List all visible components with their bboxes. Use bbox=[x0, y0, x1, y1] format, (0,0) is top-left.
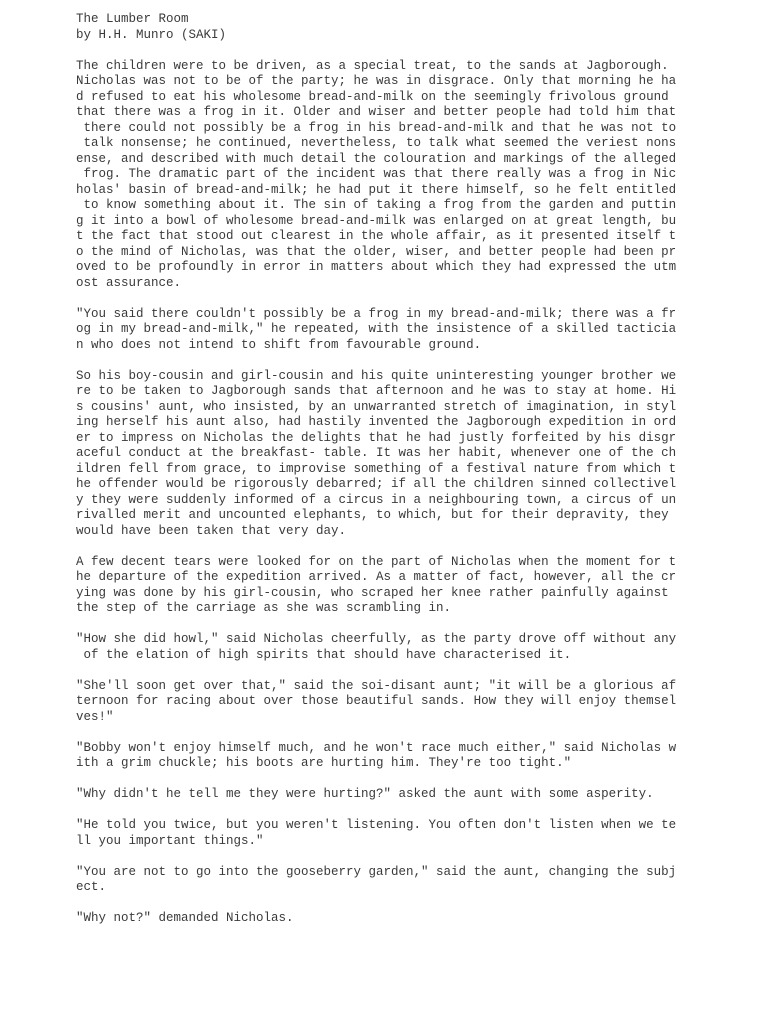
paragraph bbox=[76, 369, 676, 540]
paragraph-line: talk nonsense; he continued, nevertheless, to talk what seemed the veriest nons bbox=[76, 136, 677, 150]
paragraph bbox=[76, 679, 676, 726]
paragraph bbox=[76, 818, 676, 849]
paragraph-line: that there was a frog in it. Older and wiser and better people had told him that bbox=[76, 105, 677, 119]
paragraph-line: to know something about it. The sin of taking a frog from the garden and puttin bbox=[76, 198, 677, 212]
paragraph-line: s cousins' aunt, who insisted, by an unwarranted stretch of imagination, in styl bbox=[76, 399, 677, 414]
paragraph-line: ves!" bbox=[76, 709, 114, 724]
paragraph bbox=[76, 555, 676, 617]
paragraph bbox=[76, 741, 676, 772]
paragraph-line: t the fact that stood out clearest in the whole affair, as it presented itself t bbox=[76, 229, 677, 243]
paragraph-line: Nicholas was not to be of the party; he was in disgrace. Only that morning he ha bbox=[76, 74, 677, 88]
paragraph-line: A few decent tears were looked for on the part of Nicholas when the moment for t bbox=[76, 554, 677, 569]
paragraph-line: rivalled merit and uncounted elephants, to which, but for their depravity, they bbox=[76, 508, 669, 522]
paragraph-line: g it into a bowl of wholesome bread-and-milk was enlarged on at great length, bu bbox=[76, 213, 677, 228]
paragraph-line: d refused to eat his wholesome bread-and-milk on the seemingly frivolous ground bbox=[76, 89, 669, 104]
paragraph-line: "Bobby won't enjoy himself much, and he won't race much either," said Nicholas w bbox=[76, 740, 677, 755]
paragraph-line: "You said there couldn't possibly be a frog in my bread-and-milk; there was a fr bbox=[76, 306, 677, 321]
paragraph-line: ing herself his aunt also, had hastily invented the Jagborough expedition in ord bbox=[76, 415, 677, 429]
paragraph bbox=[76, 787, 676, 803]
paragraph-line: ying was done by his girl-cousin, who scraped her knee rather painfully against bbox=[76, 585, 669, 600]
document-title: The Lumber Room bbox=[76, 12, 189, 26]
paragraph bbox=[76, 307, 676, 354]
document-text bbox=[76, 12, 676, 942]
paragraph-line: So his boy-cousin and girl-cousin and his quite uninteresting younger brother we bbox=[76, 368, 677, 383]
paragraph-line: "She'll soon get over that," said the soi-disant aunt; "it will be a glorious af bbox=[76, 678, 677, 693]
paragraph-line: ll you important things." bbox=[76, 833, 264, 848]
paragraph bbox=[76, 911, 676, 927]
paragraph-line: n who does not intend to shift from favourable ground. bbox=[76, 337, 482, 352]
paragraph bbox=[76, 632, 676, 663]
paragraph-line: y they were suddenly informed of a circus in a neighbouring town, a circus of un bbox=[76, 492, 677, 507]
paragraph-line: The children were to be driven, as a special treat, to the sands at Jagborough. bbox=[76, 58, 669, 73]
paragraph-line: ost assurance. bbox=[76, 275, 182, 290]
document-body bbox=[76, 59, 676, 927]
paragraph-line: holas' basin of bread-and-milk; he had put it there himself, so he felt entitled bbox=[76, 182, 677, 197]
paragraph-line: "You are not to go into the gooseberry garden," said the aunt, changing the subj bbox=[76, 864, 677, 879]
paragraph-line: he offender would be rigorously debarred; if all the children sinned collectivel bbox=[76, 477, 677, 491]
paragraph-line: the step of the carriage as she was scrambling in. bbox=[76, 601, 452, 615]
paragraph-line: o the mind of Nicholas, was that the older, wiser, and better people had been pr bbox=[76, 244, 677, 259]
paragraph-line: "He told you twice, but you weren't listening. You often don't listen when we te bbox=[76, 818, 677, 832]
document-byline: by H.H. Munro (SAKI) bbox=[76, 27, 227, 42]
paragraph-line: frog. The dramatic part of the incident was that there really was a frog in Nic bbox=[76, 167, 677, 181]
document-heading bbox=[76, 12, 676, 43]
paragraph-line: "Why not?" demanded Nicholas. bbox=[76, 911, 294, 925]
paragraph-line: "Why didn't he tell me they were hurting?" asked the aunt with some asperity. bbox=[76, 787, 654, 801]
paragraph-line: ith a grim chuckle; his boots are hurting him. They're too tight." bbox=[76, 756, 572, 770]
paragraph-line: "How she did howl," said Nicholas cheerfully, as the party drove off without any bbox=[76, 632, 677, 646]
paragraph bbox=[76, 59, 676, 292]
paragraph-line: re to be taken to Jagborough sands that afternoon and he was to stay at home. Hi bbox=[76, 384, 677, 398]
paragraph-line: would have been taken that very day. bbox=[76, 523, 347, 538]
paragraph-line: ternoon for racing about over those beautiful sands. How they will enjoy themsel bbox=[76, 694, 677, 708]
paragraph-line: there could not possibly be a frog in his bread-and-milk and that he was not to bbox=[76, 120, 677, 135]
paragraph bbox=[76, 865, 676, 896]
paragraph-line: of the elation of high spirits that should have characterised it. bbox=[76, 647, 572, 662]
paragraph-line: he departure of the expedition arrived. As a matter of fact, however, all the cr bbox=[76, 570, 677, 584]
paragraph-line: er to impress on Nicholas the delights that he had justly forfeited by his disgr bbox=[76, 430, 677, 445]
paragraph-line: oved to be profoundly in error in matters about which they had expressed the utm bbox=[76, 260, 677, 274]
paragraph-line: aceful conduct at the breakfast- table. It was her habit, whenever one of the ch bbox=[76, 446, 677, 460]
paragraph-line: ildren fell from grace, to improvise something of a festival nature from which t bbox=[76, 461, 677, 476]
paragraph-line: ense, and described with much detail the colouration and markings of the alleged bbox=[76, 151, 677, 166]
paragraph-line: ect. bbox=[76, 880, 107, 894]
paragraph-line: og in my bread-and-milk," he repeated, with the insistence of a skilled tacticia bbox=[76, 322, 677, 336]
